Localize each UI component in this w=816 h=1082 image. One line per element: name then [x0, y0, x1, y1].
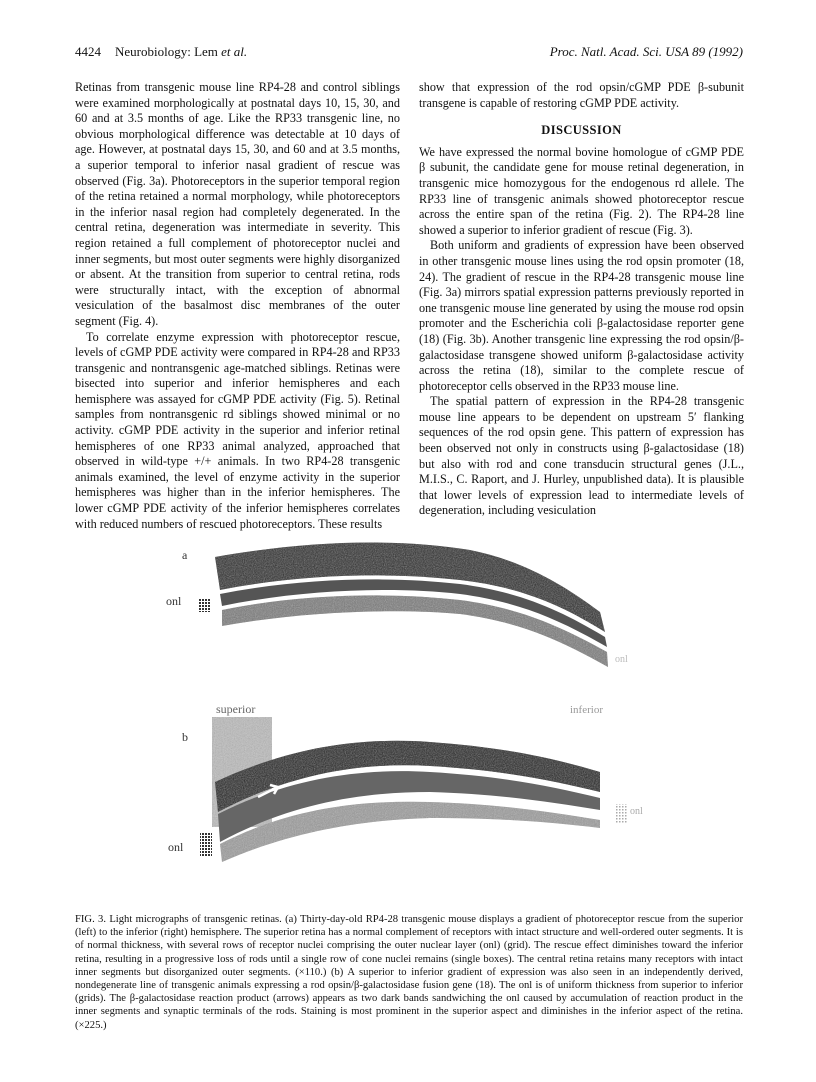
- onl-label-b-right: onl: [630, 806, 643, 817]
- journal-citation: Proc. Natl. Acad. Sci. USA 89 (1992): [549, 44, 743, 59]
- panel-label-b: b: [182, 730, 188, 744]
- caption-text: FIG. 3. Light micrographs of transgenic retinas. (a) Thirty-day-old RP4-28 transgenic mouse displays a gradient of photoreceptor rescue from the superior (left) to the inferior (right) hemisphere. The superior retina has a normal complement of receptors with intact structure and well-ordered outer segments. It is of normal thickness, with several rows of receptor nuclei comprising the outer nuclear layer (onl) (grid). The rescue effect diminishes toward the inferior retina, resulting in a progressive loss of rods until a single row of cone nuclei remains (single boxes). The central retina retains many receptors with intact inner segments but disorganized outer segments. (×110.) (b) A superior to inferior gradient of expression was also seen in an independently derived, nondegenerate line of transgenic animals expressing a rod opsin/β-galactosidase fusion gene (18). The onl is of uniform thickness from superior to inferior (grids). The β-galactosidase reaction product (arrows) appears as two dark bands sandwiching the onl caused by accumulation of reaction product in the inner segments and synaptic terminals of the rods. Staining is most prominent in the superior aspect and diminishes in the inferior aspect of the retina. (×225.): [75, 914, 743, 1031]
- inferior-label: inferior: [570, 704, 603, 716]
- panel-label-a: a: [182, 548, 188, 562]
- onl-grid-marker-a: [198, 598, 210, 612]
- panel-a-micrograph: [198, 543, 608, 667]
- left-column: [75, 80, 400, 532]
- right-column: [419, 80, 744, 519]
- paragraph: Both uniform and gradients of expression have been observed in other transgenic mouse lines using the rod opsin promoter (18, 24). The gradient of rescue in the RP4-28 transgenic mouse line (Fig. 3a) mirrors spatial expression patterns previously reported in one transgenic mouse line generated by using the mouse rod opsin promoter and the Escherichia coli β-galactosidase reporter gene (18) (Fig. 3b). Another transgenic line expressing the rod opsin/β-galactosidase transgene showed uniform β-galactosidase activity across the retina (18), similar to the complete rescue of photoreceptor cells observed in the RP33 mouse line.: [419, 238, 744, 393]
- onl-grid-marker-b: [200, 832, 212, 856]
- page-number: 4424: [75, 44, 101, 59]
- onl-label-a: onl: [166, 594, 182, 608]
- paragraph: Retinas from transgenic mouse line RP4-28 and control siblings were examined morphologically at postnatal days 10, 15, 30, and 60 and at 3.5 months of age. Like the RP33 transgenic line, no obvious morphological difference was detectable at 10 days of age. However, at postnatal days 15, 30, and 60 and at 3.5 months, a superior temporal to inferior nasal gradient of rescue was observed (Fig. 3a). Photoreceptors in the superior temporal region of the retina retained a normal morphology, while photoreceptors in the inferior nasal region had completely degenerated. In the central retina, degeneration was intermediate in severity. This region retained a full complement of photoreceptor nuclei and inner segments, but most outer segments were highly disorganized or absent. At the transition from superior to central retina, rods were structurally intact, with the exception of abnormal vesiculation of the basalmost disc membranes of the outer segment (Fig. 4).: [75, 80, 400, 328]
- section-heading: DISCUSSION: [541, 123, 622, 138]
- superior-label: superior: [216, 702, 256, 716]
- header-etal: et al.: [221, 44, 248, 59]
- paragraph: The spatial pattern of expression in the RP4-28 transgenic mouse line appears to be dependent on upstream 5′ flanking sequences of the rod opsin gene. This pattern of expression has been observed not only in constructs using β-galactosidase (18) but also with rod and cone transducin structural genes (J.L., M.I.S., C. Raport, and J. Hurley, unpublished data). It is plausible that lower levels of expression lead to intermediate levels of degeneration, including vesiculation: [419, 394, 744, 518]
- onl-label-a-right: onl: [615, 654, 628, 665]
- paragraph: show that expression of the rod opsin/cGMP PDE β-subunit transgene is capable of restoring cGMP PDE activity.: [419, 80, 744, 110]
- paragraph: To correlate enzyme expression with photoreceptor rescue, levels of cGMP PDE activity were compared in RP4-28 and RP33 transgenic and nontransgenic age-matched siblings. Retinas were bisected into superior and inferior hemispheres and each hemisphere was assayed for cGMP PDE activity (Fig. 5). Retinal samples from nontransgenic rd siblings showed minimal or no activity. cGMP PDE activity in the superior and inferior retinal hemispheres of one RP33 animal analyzed, approached that observed in wild-type +/+ animals. In two RP4-28 transgenic animals examined, the level of enzyme activity in the superior hemispheres was higher than in the inferior hemispheres. The lower cGMP PDE activity of the inferior hemispheres correlates with reduced numbers of rescued photoreceptors. These results: [75, 329, 400, 531]
- header-left: [75, 44, 247, 60]
- figure-3: [160, 542, 660, 882]
- figure-caption: [75, 913, 743, 1032]
- running-header: [75, 44, 743, 62]
- onl-label-b: onl: [168, 840, 184, 854]
- onl-grid-marker-b-right: [615, 804, 627, 824]
- paragraph: We have expressed the normal bovine homologue of cGMP PDE β subunit, the candidate gene for mouse retinal degeneration, in transgenic mice homozygous for the endogenous rd allele. The RP33 line of transgenic animals showed photoreceptor rescue across the entire span of the retina (Fig. 2). The RP4-28 line showed a superior to inferior gradient of rescue (Fig. 3).: [419, 144, 744, 237]
- panel-b-micrograph: [200, 717, 627, 862]
- header-section-title: Neurobiology: Lem: [115, 44, 222, 59]
